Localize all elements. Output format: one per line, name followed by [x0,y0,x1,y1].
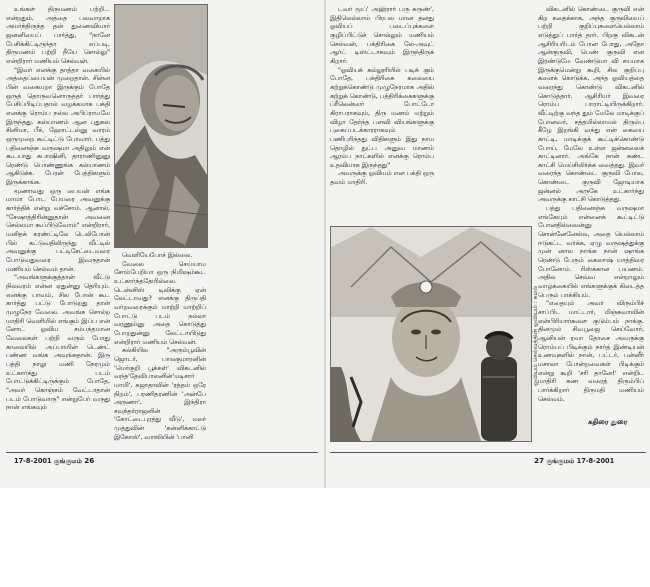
paragraph: மூணாவது ஒரு பையன் எங்க மாமா போட பேயரை அவனுக்கு கார்த்திக் என்று வச்சோம். ஆனால், "சேஷாத்திரின்னுதான் அவனை செல்லமா கூப்பிடுவோம்" என்றிரார், மனிதக் கரண்ட்டிலே டெலிபோன் பில் கட்டுவதிலிருந்து வீட்டில் அவனுக்கு பட்டிசேட்டைவரை போடுவதுவரை இவருதான் மணியம் செல்வம் தான். [6,187,110,273]
paragraph: கல்கியில "அரும்பூவின் ஜொடர், பாலகுமாரனின் 'மெர்குறி பூக்கள்' விகடனில் வந்த'தேவிபாலனின்'மடிசார் மாமி', சுஜாதாவின் 'ரத்தம் ஒரே நிறம்', பரணிதரணின் 'அன்பே அருணா', இந்திரா சவுந்தர்ராஜனின் 'கோட்டைபுரத்து வீடு', மலர் முத்துவின் 'கன்னிக்காட்டு இகோஸ்', வாஸியின் 'பானி [114,347,206,441]
page-number: 26 [84,456,95,465]
footer-rule [6,452,318,453]
paragraph: "அவங்களுக்குத்தான் வீட்டு நிலவரம் என்ன ஏதுன்னு தெரியும். எனக்கு பாவம், சில போன் கூட கார்த்து பட்டு போடுறது தான் முழுநேர வேலை. அவங்க சொல்ற மாதிரி வெளியில் எங்கும் இப்ப என் னோட் ஓவிய சம்பந்தமான வேலைகள் பற்றி வரும் போது காலையில் அப்பாயின் டெண்ட் பண்ண வங்க அவுங்கதான். இரு பத்தி நாலு மணி நேரமும் உட்கார்ந்து படம் போட்டுக்கிட்டிருக்கும் போதே, "அவர் கொஞ்சம் வேட்டாதான் படம் போடுவாரு" என்றுபேர் வருது நான் எங்கவும் [6,274,110,412]
paragraph: உங்கள் திருமணம் பற்றி... என்றதும், அத்தை பலவாறாக அமர்ந்திருந்த தன் துணைவியார் ஜனனியைப் பார்த்து, "நானே பேசிக்கிட்டிருந்தா எப்படி, திருமணம் பற்றி நீயே சொல்லு" என்றிரார் மணியம் செல்வன். [6,6,110,65]
blank-left-area [212,4,322,204]
right-magazine-page [326,0,650,488]
paragraph: வேலை செய்யாம சோம்பேறியா ஒரு நிமிஷம்கூட உட்கார்ந்ததேயில்லை. டென்னிஸ் டிவிக்கு ஏன் லேட்டாவது? எனக்கு திருப்தி வர்றவரைக்கும் மாற்றி மாற்றிப் போட்டு படம் நல்லா வரணும்னு அதை கொடுத்து போறதுன்னு லேட்டாயிடுது என்றிரார் மணியம் செல்வன். [114,260,206,346]
article-byline: கதிரை துரை [588,418,628,426]
right-footer [534,456,614,466]
paragraph: வெளியேபோச் இல்லை. [122,252,193,259]
old-man-sketch [115,5,207,247]
left-magazine-page [0,0,326,488]
right-article-column-2 [538,6,644,411]
footer-magazine: குங்குமம் [53,457,82,465]
right-article-column-1 [330,6,434,220]
old-man-illustration [114,4,208,248]
footer-date: 17-8-2001 [14,457,52,465]
paragraph: "இவர் எனக்கு தாத்தா வகையில் அத்தைப்பையன் முறைதான். சின்ன பின் வகையறா இருக்கும் போதே ஒருத் தொருவனொருத்தர் பார்த்து பேசிப்பிடிப்பதால் வழக்கமாக பக்தி எனக்கு ரொம்ப நல்ல அபிப்ராயமே இருந்தது. கல்யாணம் ஆன புதுசுல சினிமா, பீச், ஹோட்டல்னு வாரம் ஒருமுறை கூட்டிட்டு போவார். பத்து பதினைஞ்சு வருஷமா அதிலும் என் கூடயாது சுபாஷினி, தாராணினுனு ரெண்டு பொண்ணுங்க கல்யாணம் ஆகிடுச்சு. பேரன் பேத்திகளும் இருக்காங்க. [6,66,110,187]
shiva-painting-with-artist [330,226,532,442]
paragraph: டவர் மூப்' அஹ்ரார் பரு சுருண்', இதிலெல்லாம் பிரபல மான தனது ஓவியப் படைப்புக்களை குழிப்பிட்டுச் சொல்லும் மணியம் செல்வன், பக்திரிகை லே-அவுட் ஆர்ட் டிஸ்ட்டாகவும் இருந்திருக் கிறார். [330,6,434,65]
left-footer [14,456,94,466]
vertical-photo-credit: ஓவியம் செல்வத்தின் ஓவியம் : கமல் [532,285,539,386]
paragraph: விகடனில் கொண்டை குருவி என் கிற கதைக்காக, அந்த குருவியைப் பற்றி குறிப்புகளையெல்லாம் எடுத்துப் பார்த் தார். பிறகு விகடன் ஆசிரியரிடம் போன போது, அதோ ஆன்குருவி, பெண் குருவி என இரண்டுமே வேண்டுமா வி சயமாக இருக்குமென்று கூறி, சில குறிப்பு களைக் கொடுக்க, அந்த ஓவியத்தை வரைந்து கொண்டு விகடனில் கொடுத்தார். ஆசிரியர் இவரை ரொம்ப பாராட்டியிருக்கிறார். வீட்டிற்கு வந்த தும் மேலே மாடிக்குப் போனவர், சத்தமில்லாமல் திரும்ப கீழே இறங்கி வந்து என் கையை காட்டி, மாடிக்குக் கூட்டிக்கொண்டு போய், மேலே உள்ள ஜன்னலைக் காட்டினார். அங்கே நான் கண்ட காட்சி மெய்சிலிர்க்க வைத்தது. இவர் வரைந்த கொண்டை குருவி போல, கொண்டை குருவி ஜோடியாக ஜன்னல் அருகே உட்கார்ந்து அவருக்கு காட்சி கொடுத்தது. [538,6,644,204]
shiva-sketch [331,227,531,441]
paragraph: "எதையும் அவர் விரும்பிச் சாப்பிட மாட்டார், மிஞ்சுவாவின் என்பிரியார்களை குடும்பம் நாக்கு. தினமும் சிவபூஜை செய்வோர், ஆனியன் ரவா தோசை அவருக்கு ரொம்பப் பிடிக்கும் நார்த் இண்டியன் உணவுகளில் நான், பட்டர், பன்னீர் மசாலா போன்றவைகள் பிடிக்கும் என்று கூறி 'சரி தானே!' என்றிட மாதிரி கண வரைத் திரும்பிப் பார்க்கிறார் திருமதி மணியம் செல்வம். [538,300,644,403]
left-article-column-1 [6,6,110,446]
paragraph: அவருக்கு ஓவியம் என பக்தி ஒரு தவம் மாதிரி. [330,170,434,187]
paragraph: "ஓவியக் கல்லூரியில் படிக் கும் போதே, பக்திரிகை கலையை கற்றுக்கொண்டு முழுநேரமாக அதில் கற்றுக் கொண்டு, பத்திரிக்கைகளுக்கு ப்ரீலென்ஸர் போட்டோ கிராபராகவும், திரு மணம் மற்றும் விழா தேர்ந்த பளவி வியங்களுக்கு புகைப்படக்காரராகவும் பணிபுரிந்தது விதிகளும் இது நாம தொழில் நுட்ப அனுவ மாணம் ஆரம்ப நாட்களில் எனக்கு ரொம்ப உதவியாக இருந்தது" [330,66,434,169]
footer-magazine: குங்குமம் [546,457,575,465]
footer-rule [330,452,646,453]
paragraph: பத்து பதினைஞ்சு வருஷமா எங்கேயும் என்னைக் கூட்டிட்டு போனதில்லைன்னு சொன்னேனேல்ல, அதை யெல்லாம் ஈடுகட்ட வர்க்க, ஏழு வருஷத்துக்கு முன் னால நாங்க நான் ஷாங்க ரெண்டு பேரும் கைலாஷ் யாத்திரை போனோம். ரிஸ்க்கான பயணம். அதில செவ்வ என்றாலும் வாழ்க்கையில் எங்களுக்குக் கிடைத்த பெரும் பாக்கியம். [538,205,644,299]
footer-date: 17-8-2001 [576,457,615,465]
left-article-column-2 [114,252,206,446]
page-number: 27 [534,456,545,465]
